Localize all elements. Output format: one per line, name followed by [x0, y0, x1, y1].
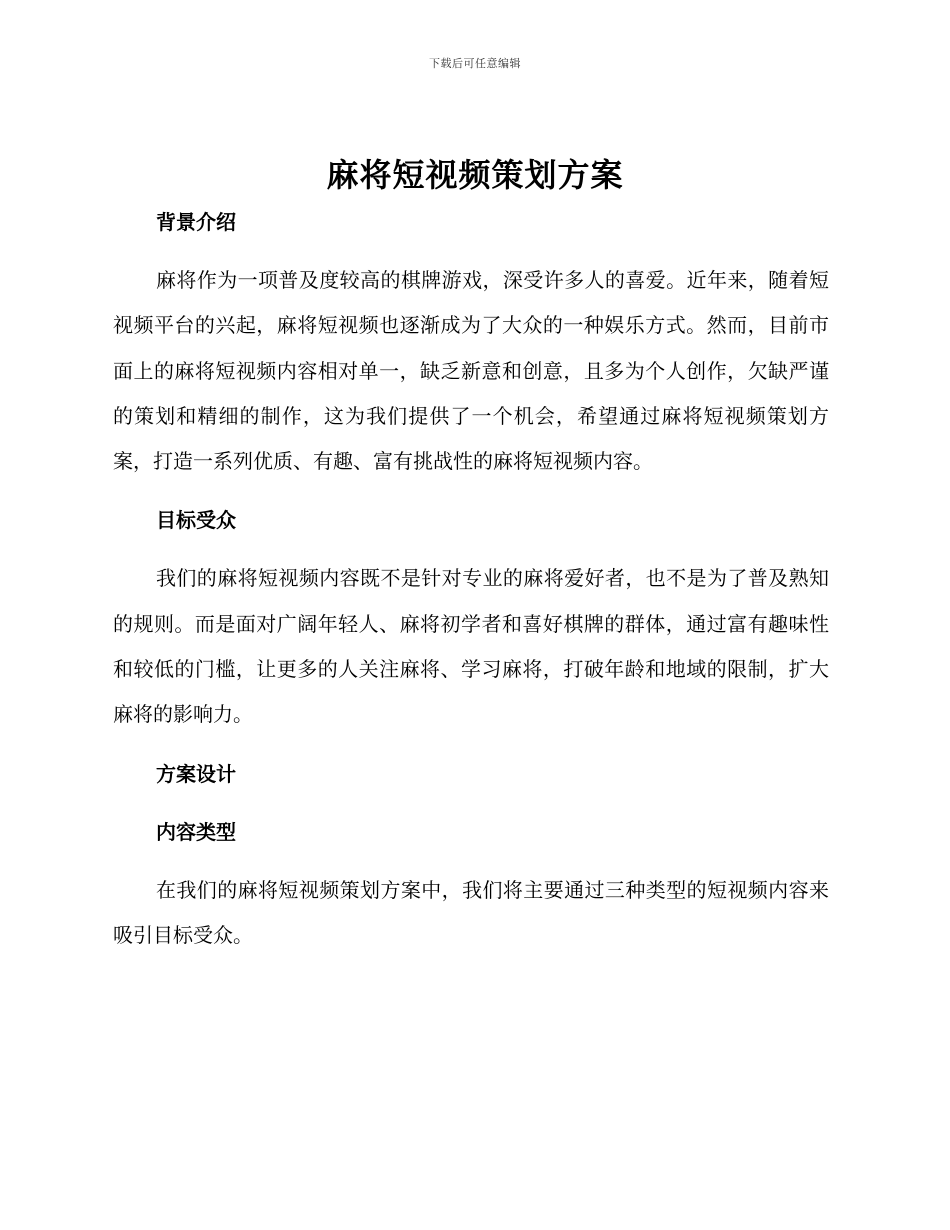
section-heading-content-type: 内容类型 — [156, 819, 236, 844]
section-heading-audience: 目标受众 — [156, 508, 236, 533]
document-title: 麻将短视频策划方案 — [326, 156, 624, 194]
header-note: 下载后可任意编辑 — [429, 57, 521, 70]
section-heading-background: 背景介绍 — [156, 210, 236, 234]
document-body — [113, 200, 829, 958]
section-paragraph-audience: 我们的麻将短视频内容既不是针对专业的麻将爱好者，也不是为了普及熟知的规则。而是面对广阔年轻人、麻将初学者和喜好棋牌的群体，通过富有趣味性和较低的门槛，让更多的人关注麻将、学习麻将，打破年龄和地域的限制，扩大麻将的影响力。 — [113, 566, 829, 727]
section-paragraph-background: 麻将作为一项普及度较高的棋牌游戏，深受许多人的喜爱。近年来，随着短视频平台的兴起，麻将短视频也逐渐成为了大众的一种娱乐方式。然而，目前市面上的麻将短视频内容相对单一，缺乏新意和创意，且多为个人创作，欠缺严谨的策划和精细的制作，这为我们提供了一个机会，希望通过麻将短视频策划方案，打造一系列优质、有趣、富有挑战性的麻将短视频内容。 — [113, 268, 829, 474]
section-paragraph-content-type: 在我们的麻将短视频策划方案中，我们将主要通过三种类型的短视频内容来吸引目标受众。 — [113, 877, 829, 947]
section-heading-plan-design: 方案设计 — [156, 761, 236, 786]
